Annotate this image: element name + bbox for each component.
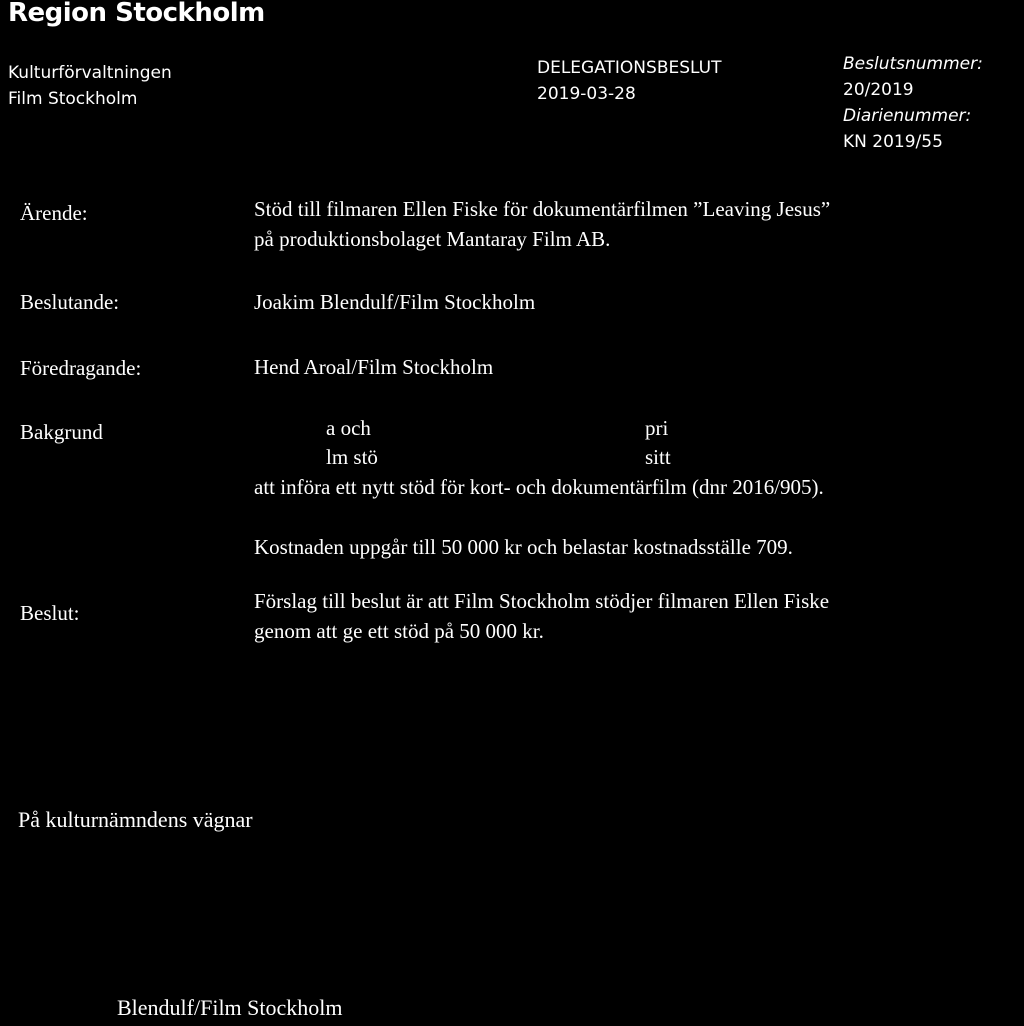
on-behalf-text: På kulturnämndens vägnar [18, 807, 253, 832]
document-type-block [537, 55, 721, 107]
foredragande-value: Hend Aroal/Film Stockholm [254, 355, 494, 379]
beslut-label: Beslut: [20, 601, 80, 625]
bakgrund-fragment-4: sitt [645, 445, 671, 469]
bakgrund-fragment-2: pri [645, 416, 669, 440]
arende-line-2: på produktionsbolaget Mantaray Film AB. [254, 227, 611, 251]
diary-number-label: Diarienummer: [843, 106, 972, 126]
decision-number-label: Beslutsnummer: [843, 54, 983, 74]
unit-name: Film Stockholm [8, 89, 138, 109]
department-block [8, 60, 172, 112]
beslutande-value: Joakim Blendulf/Film Stockholm [254, 290, 536, 314]
document-date: 2019-03-28 [537, 84, 636, 104]
reference-numbers-block [843, 51, 983, 155]
cost-text: Kostnaden uppgår till 50 000 kr och belastar kostnadsställe 709. [254, 535, 793, 559]
beslut-text [254, 586, 829, 646]
department-name: Kulturförvaltningen [8, 63, 172, 83]
beslut-line-2: genom att ge ett stöd på 50 000 kr. [254, 619, 544, 643]
bakgrund-line-3: att införa ett nytt stöd för kort- och dokumentärfilm (dnr 2016/905). [254, 475, 824, 499]
arende-label: Ärende: [20, 201, 88, 225]
decision-number: 20/2019 [843, 80, 914, 100]
arende-text [254, 194, 830, 254]
foredragande-label: Föredragande: [20, 356, 142, 380]
signatory-name: Blendulf/Film Stockholm [117, 995, 343, 1020]
bakgrund-fragment-1: a och [326, 416, 371, 440]
document-type: DELEGATIONSBESLUT [537, 58, 722, 78]
arende-line-1: Stöd till filmaren Ellen Fiske för dokumentärfilmen ”Leaving Jesus” [254, 197, 831, 221]
beslut-line-1: Förslag till beslut är att Film Stockholm stödjer filmaren Ellen Fiske [254, 589, 830, 613]
beslutande-label: Beslutande: [20, 290, 120, 314]
bakgrund-fragment-3: lm stö [326, 445, 378, 469]
organization-name: Region Stockholm [8, 0, 265, 28]
diary-number: KN 2019/55 [843, 132, 943, 152]
bakgrund-label: Bakgrund [20, 420, 103, 444]
